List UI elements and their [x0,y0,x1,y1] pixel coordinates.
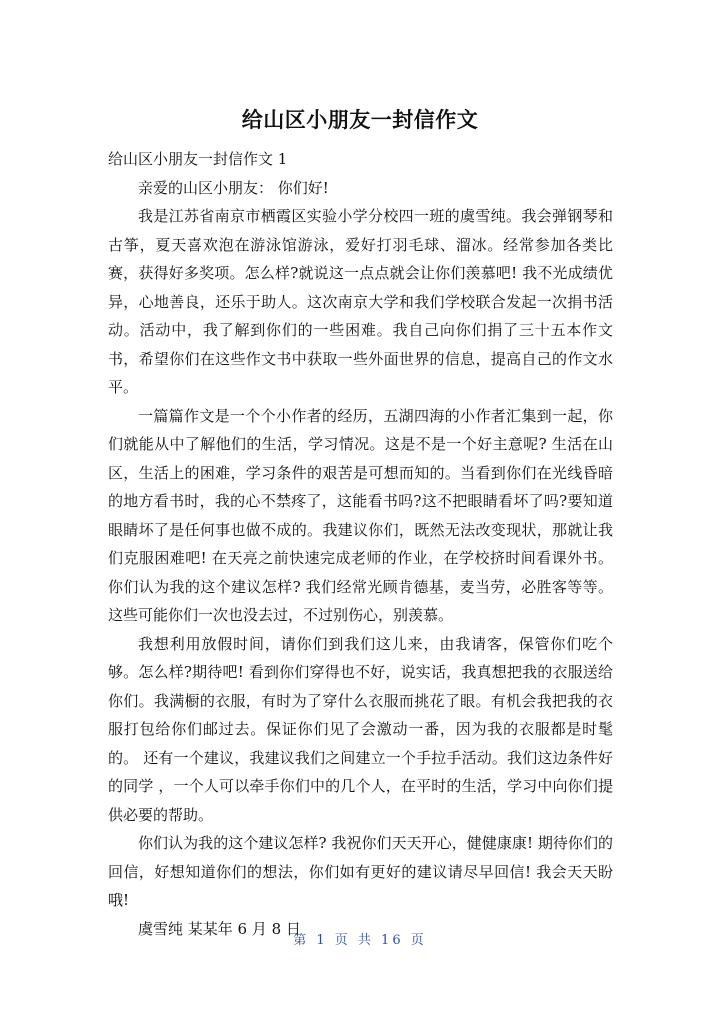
signature-line: 虞雪纯 某某年 6 月 8 日 [138,919,301,938]
body-paragraph-2: 一篇篇作文是一个个小作者的经历，五湖四海的小作者汇集到一起，你们就能从中了解他们的生活，学习情况。这是不是一个好主意呢? 生活在山区，生活上的困难，学习条件的艰苦是可想而知的。当看到你们在光线昏暗的地方看书时，我的心不禁疼了，这能看书吗?这不把眼睛看坏了吗?要知道眼睛坏了是任何事也做不成的。我建议你们，既然无法改变现状，那就让我们克服困难吧! 在天亮之前快速完成老师的作业，在学校挤时间看课外书。你们认为我的这个建议怎样? 我们经常光顾肯德基，麦当劳，必胜客等等。这些可能你们一次也没去过，不过别伤心，别羡慕。 [108,406,613,624]
page-number-footer: 第 1 页 共 16 页 [293,933,427,948]
document-title: 给山区小朋友一封信作文 [241,108,479,132]
body-paragraph-4: 你们认为我的这个建议怎样? 我祝你们天天开心，健健康康! 期待你们的回信，好想知道你们的想法，你们如有更好的建议请尽早回信! 我会天天盼哦! [108,834,613,909]
body-paragraph-1: 我是江苏省南京市栖霞区实验小学分校四一班的虞雪纯。我会弹钢琴和古筝，夏天喜欢泡在游泳馆游泳，爱好打羽毛球、溜冰。经常参加各类比赛，获得好多奖项。怎么样?就说这一点点就会让你们羡慕吧! 我不光成绩优异，心地善良，还乐于助人。这次南京大学和我们学校联合发起一次捐书活动。活动中，我了解到你们的一些困难。我自己向你们捐了三十五本作文书，希望你们在这些作文书中获取一些外面世界的信息，提高自己的作文水平。 [108,207,613,396]
document-body [108,145,613,943]
body-paragraph-3: 我想利用放假时间，请你们到我们这儿来，由我请客，保管你们吃个够。怎么样?期待吧! 看到你们穿得也不好，说实话，我真想把我的衣服送给你们。我满橱的衣服，有时为了穿什么衣服而挑花了眼。有机会我把我的衣服打包给你们邮过去。保证你们见了会激动一番，因为我的衣服都是时髦的。 还有一个建议，我建议我们之间建立一个手拉手活动。我们这边条件好的同学 ，一个人可以牵手你们中的几个人，在平时的生活，学习中向你们提供必要的帮助。 [108,634,613,824]
salutation-paragraph: 亲爱的山区小朋友： 你们好! [138,178,329,197]
section-heading: 给山区小朋友一封信作文 1 [108,150,288,168]
